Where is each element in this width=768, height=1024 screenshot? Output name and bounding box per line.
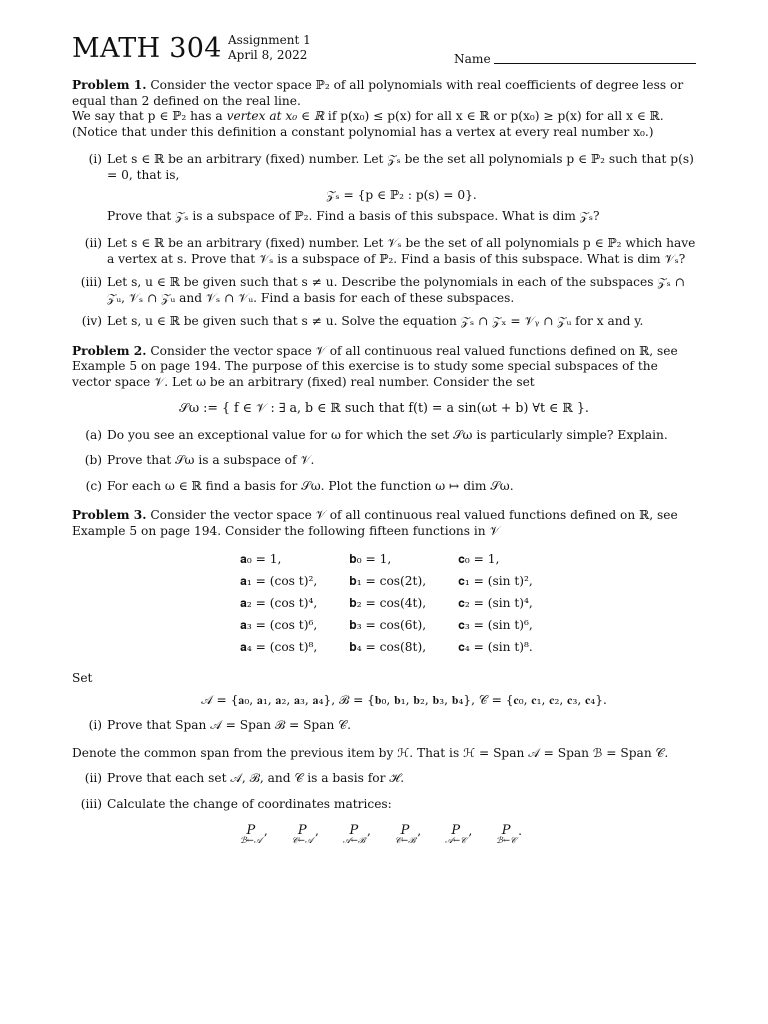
problem-3-part-iii: (iii) Calculate the change of coordinates matrices: (80, 796, 392, 811)
name-field (454, 52, 491, 68)
problem-2-intro: Problem 2. Consider the vector space 𝒱 of all continuous real valued functions defined on ℝ, see Example 5 on page 194. The purpose of this exercise is to study some special subspaces of the vector space 𝒱. Let ω be an arbitrary (fixed) real number. Consider the set (72, 343, 678, 389)
problem-2 (72, 344, 696, 495)
matrix-b-from-a: P ℬ←𝒜 (240, 823, 262, 846)
assignment-number: Assignment 1 (228, 33, 311, 47)
name-label: Name (454, 52, 491, 66)
course-title: MATH 304 (72, 33, 222, 64)
s-omega-definition: 𝒮ω := { f ∈ 𝒱 : ∃ a, b ∈ ℝ such that f(t) = a sin(ωt + b) ∀t ∈ ℝ }. (179, 400, 589, 415)
problem-2-title: Problem 2. (72, 343, 147, 358)
problem-1-part-ii: (ii) Let s ∈ ℝ be an arbitrary (fixed) number. Let 𝒱ₛ be the set of all polynomials p ∈ ℙ₂ which have a vertex at s. Prove that 𝒱ₛ is a subspace of ℙ₂. Find a basis of this subspace. What is dim 𝒱ₛ? (84, 236, 696, 266)
set-label: Set (72, 671, 93, 685)
problem-1-part-iv: (iv) Let s, u ∈ ℝ be given such that s ≠ u. Solve the equation 𝒵ₛ ∩ 𝒵ₓ = 𝒱ᵧ ∩ 𝒵ᵤ for x and y. (81, 314, 644, 328)
table-row: 𝐚₄ = (cos t)⁸, 𝐛₄ = cos(8t), 𝐜₄ = (sin t)⁸. (240, 640, 533, 654)
matrix-c-from-a: P 𝒞←𝒜 (291, 823, 313, 846)
matrix-b-from-c: P ℬ←𝒞 (496, 823, 517, 846)
problem-2-part-a: (a) Do you see an exceptional value for ω for which the set 𝒮ω is particularly simple? Explain. (85, 427, 668, 442)
problem-1 (72, 78, 696, 330)
problem-2-part-c: (c) For each ω ∈ ℝ find a basis for 𝒮ω. Plot the function ω ↦ dim 𝒮ω. (85, 478, 514, 493)
problem-1-part-iii: (iii) Let s, u ∈ ℝ be given such that s ≠ u. Describe the polynomials in each of the subspaces 𝒵ₛ ∩ 𝒵ᵤ, 𝒱ₛ ∩ 𝒵ᵤ and 𝒱ₛ ∩ 𝒱ᵤ. Find a basis for each of these subspaces. (80, 275, 685, 305)
problem-1-part-i: (i) Let s ∈ ℝ be an arbitrary (fixed) number. Let 𝒵ₛ be the set all polynomials p ∈ ℙ₂ such that p(s) = 0, that is, 𝒵ₛ = {p ∈ ℙ₂ : p(s) = 0}. Prove that 𝒵ₛ is a subspace of ℙ₂. Find a basis of this subspace. What is dim 𝒵ₛ? (72, 152, 696, 224)
change-of-coordinates-matrices: P ℬ←𝒜 , P 𝒞←𝒜 , P 𝒜←ℬ , P 𝒞←ℬ , P 𝒜←𝒞 , P ℬ←𝒞 . (240, 823, 523, 846)
problem-1-intro: Problem 1. Consider the vector space ℙ₂ of all polynomials with real coefficients of degree less or equal than 2 defined on the real line. (72, 78, 684, 108)
table-row: 𝐚₃ = (cos t)⁶, 𝐛₃ = cos(6t), 𝐜₃ = (sin t)⁶, (240, 618, 533, 632)
problem-1-title: Problem 1. (72, 78, 147, 92)
table-row: 𝐚₂ = (cos t)⁴, 𝐛₂ = cos(4t), 𝐜₂ = (sin t)⁴, (240, 596, 533, 610)
zs-definition: 𝒵ₛ = {p ∈ ℙ₂ : p(s) = 0}. (326, 188, 477, 202)
sets-definition: 𝒜 = {𝐚₀, 𝐚₁, 𝐚₂, 𝐚₃, 𝐚₄}, ℬ = {𝐛₀, 𝐛₁, 𝐛₂, 𝐛₃, 𝐛₄}, 𝒞 = {𝐜₀, 𝐜₁, 𝐜₂, 𝐜₃, 𝐜₄}. (201, 692, 607, 707)
header (72, 30, 696, 70)
assignment-meta (228, 33, 311, 63)
problem-3-intro: Problem 3. Consider the vector space 𝒱 of all continuous real valued functions defined on ℝ, see Example 5 on page 194. Consider the following fifteen functions in 𝒱 (72, 508, 678, 538)
problem-3-title: Problem 3. (72, 508, 147, 522)
problem-3-part-ii: (ii) Prove that each set 𝒜, ℬ, and 𝒞 is a basis for ℋ. (84, 771, 405, 785)
table-row: 𝐚₀ = 1, 𝐛₀ = 1, 𝐜₀ = 1, (240, 552, 500, 566)
assignment-date: April 8, 2022 (228, 48, 308, 62)
assignment-page (72, 30, 696, 846)
functions-table (232, 551, 557, 661)
matrix-a-from-c: P 𝒜←𝒞 (445, 823, 467, 846)
matrix-a-from-b: P 𝒜←ℬ (342, 823, 366, 846)
problem-3 (72, 508, 696, 846)
common-span-definition: Denote the common span from the previous item by ℋ. That is ℋ = Span 𝒜 = Span ℬ = Span 𝒞. (72, 745, 669, 760)
problem-3-part-i: (i) Prove that Span 𝒜 = Span ℬ = Span 𝒞. (88, 718, 351, 732)
table-row: 𝐚₁ = (cos t)², 𝐛₁ = cos(2t), 𝐜₁ = (sin t)², (240, 574, 533, 588)
name-line (494, 63, 696, 64)
problem-2-part-b: (b) Prove that 𝒮ω is a subspace of 𝒱. (84, 453, 315, 467)
matrix-c-from-b: P 𝒞←ℬ (394, 823, 416, 846)
problem-1-vertex-definition: We say that p ∈ ℙ₂ has a vertex at x₀ ∈ ℝ if p(x₀) ≤ p(x) for all x ∈ ℝ or p(x₀) ≥ p(x) for all x ∈ ℝ. (Notice that under this definition a constant polynomial has a vertex at every real number x₀.) (72, 109, 664, 139)
